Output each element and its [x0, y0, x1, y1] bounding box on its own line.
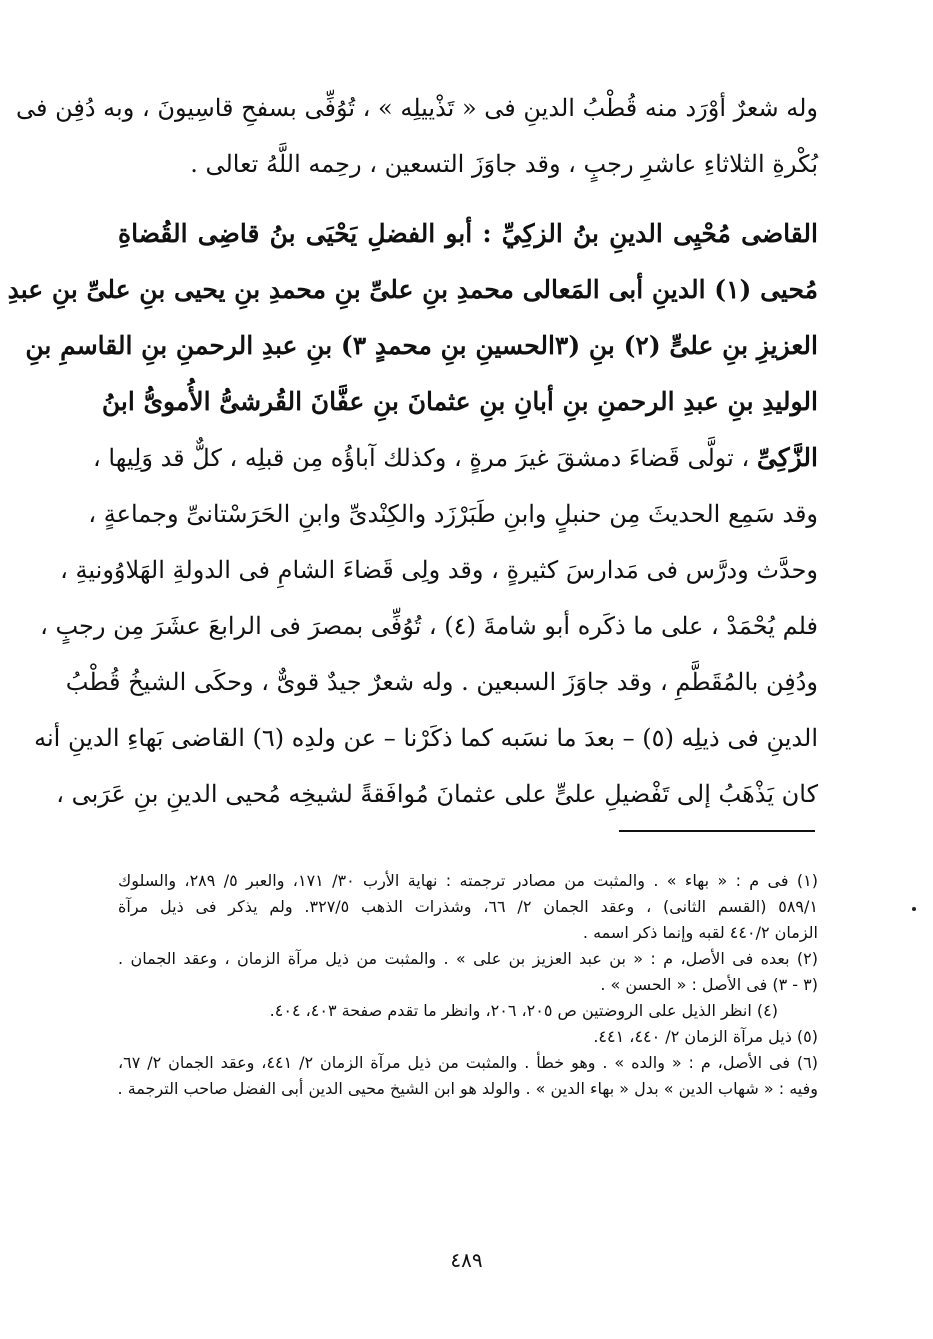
text-line: فلم يُحْمَدْ ، على ما ذكَره أبو شامةَ (٤) ، تُوُفِّى بمصرَ فى الرابعَ عشَرَ مِن رجبٍ ، [40, 612, 818, 640]
biography-heading-line: العزيزِ بنِ علىٍّ (٢) بنِ (٣الحسينِ بنِ محمدٍ ٣) بنِ عبدِ الرحمنِ بنِ القاسمِ بنِ [25, 331, 818, 360]
footnote-line: (٢) بعده فى الأصل، م : « بن عبد العزيز بن على » . والمثبت من ذيل مرآة الزمان ، وعقد الجمان . [118, 949, 818, 968]
text-line: ودُفِن بالمُقَطَّمِ ، وقد جاوَزَ السبعين . وله شعرٌ جيدٌ قوىٌّ ، وحكَى الشيخُ قُطْبُ [65, 668, 818, 696]
footnote-line: الزمان ٤٤٠/٢ لقبه وإنما ذكر اسمه . [582, 923, 818, 942]
page-number: ٤٨٩ [450, 1248, 483, 1272]
margin-mark [912, 907, 916, 911]
text-line: وقد سَمِع الحديثَ مِن حنبلٍ وابنِ طَبَرْزَد والكِنْدىِّ وابنِ الحَرَسْتانىِّ وجماعةٍ ، [88, 500, 818, 528]
text-line [93, 430, 818, 486]
biography-heading-line: مُحيى (١) الدينِ أبى المَعالى محمدِ بنِ علىِّ بنِ محمدِ بنِ يحيى بنِ علىِّ بنِ عبدِ [7, 275, 818, 304]
footnote-line: (٦) فى الأصل، م : « والده » . وهو خطأ . والمثبت من ذيل مرآة الزمان ٢/ ٤٤١، وعقد الجمان ٢/ ٦٧، [118, 1053, 819, 1072]
text-line: وحدَّث ودرَّس فى مَدارسَ كثيرةٍ ، وقد ولِى قَضاءَ الشامِ فى الدولةِ الهَلاوُونيةِ ، [60, 556, 818, 584]
paragraph-gap [118, 192, 818, 206]
footnote-line: وفيه : « شهاب الدين » بدل « بهاء الدين » . والولد هو ابن الشيخ محيى الدين أبى الفضل صاحب الترجمة . [117, 1079, 818, 1098]
footnote-line: (٤) انظر الذيل على الروضتين ص ٢٠٥، ٢٠٦، وانظر ما تقدم صفحة ٤٠٣، ٤٠٤. [269, 1001, 778, 1020]
footnote-separator [619, 830, 815, 832]
text-line: الدينِ فى ذيلِه (٥) – بعدَ ما نسَبه كما ذكَرْنا – عن ولدِه (٦) القاضى بَهاءِ الدينِ أنه [34, 724, 818, 752]
biography-name-end: الزَّكِىِّ [756, 443, 818, 472]
text-line: بُكْرةِ الثلاثاءِ عاشرِ رجبٍ ، وقد جاوَزَ التسعين ، رحِمه اللَّهُ تعالى . [190, 150, 818, 178]
main-text [7, 80, 818, 822]
footnote-line: (٥) ذيل مرآة الزمان ٢/ ٤٤٠، ٤٤١. [593, 1027, 818, 1046]
text-line: وله شعرٌ أوْرَد منه قُطْبُ الدينِ فى « تَذْييلِه » ، تُوُفِّى بسفحِ قاسِيونَ ، وبه دُفِن فى [16, 94, 818, 122]
footnote-line: (٣ - ٣) فى الأصل : « الحسن » . [600, 975, 818, 994]
text-line: كان يَذْهَبُ إلى تَفْضيلِ علىٍّ على عثمانَ مُوافَقةً لشيخِه مُحيى الدينِ بنِ عَرَبى ، [56, 780, 818, 808]
text-line-rest: ، تولَّى قَضاءَ دمشقَ غيرَ مرةٍ ، وكذلك آباؤُه مِن قبلِه ، كلٌّ قد وَلِيها ، [93, 444, 750, 472]
footnotes [118, 868, 818, 1102]
footnote-line: ٥٨٩/١ (القسم الثانى) ، وعقد الجمان ٢/ ٦٦، وشذرات الذهب ٣٢٧/٥. ولم يذكر فى ذيل مرآة [118, 897, 818, 916]
biography-heading-line: القاضى مُحْيِى الدينِ بنُ الزكِيِّ : أبو الفضلِ يَحْيَى بنُ قاضِى القُضاةِ [118, 219, 818, 248]
biography-heading-line: الوليدِ بنِ عبدِ الرحمنِ بنِ أبانِ بنِ عثمانَ بنِ عفَّانَ القُرشىُّ الأُموىُّ ابنُ [101, 387, 818, 416]
footnote-line: (١) فى م : « بهاء » . والمثبت من مصادر ترجمته : نهاية الأرب ٣٠/ ١٧١، والعبر ٥/ ٢٨٩، والسلوك [118, 871, 818, 890]
